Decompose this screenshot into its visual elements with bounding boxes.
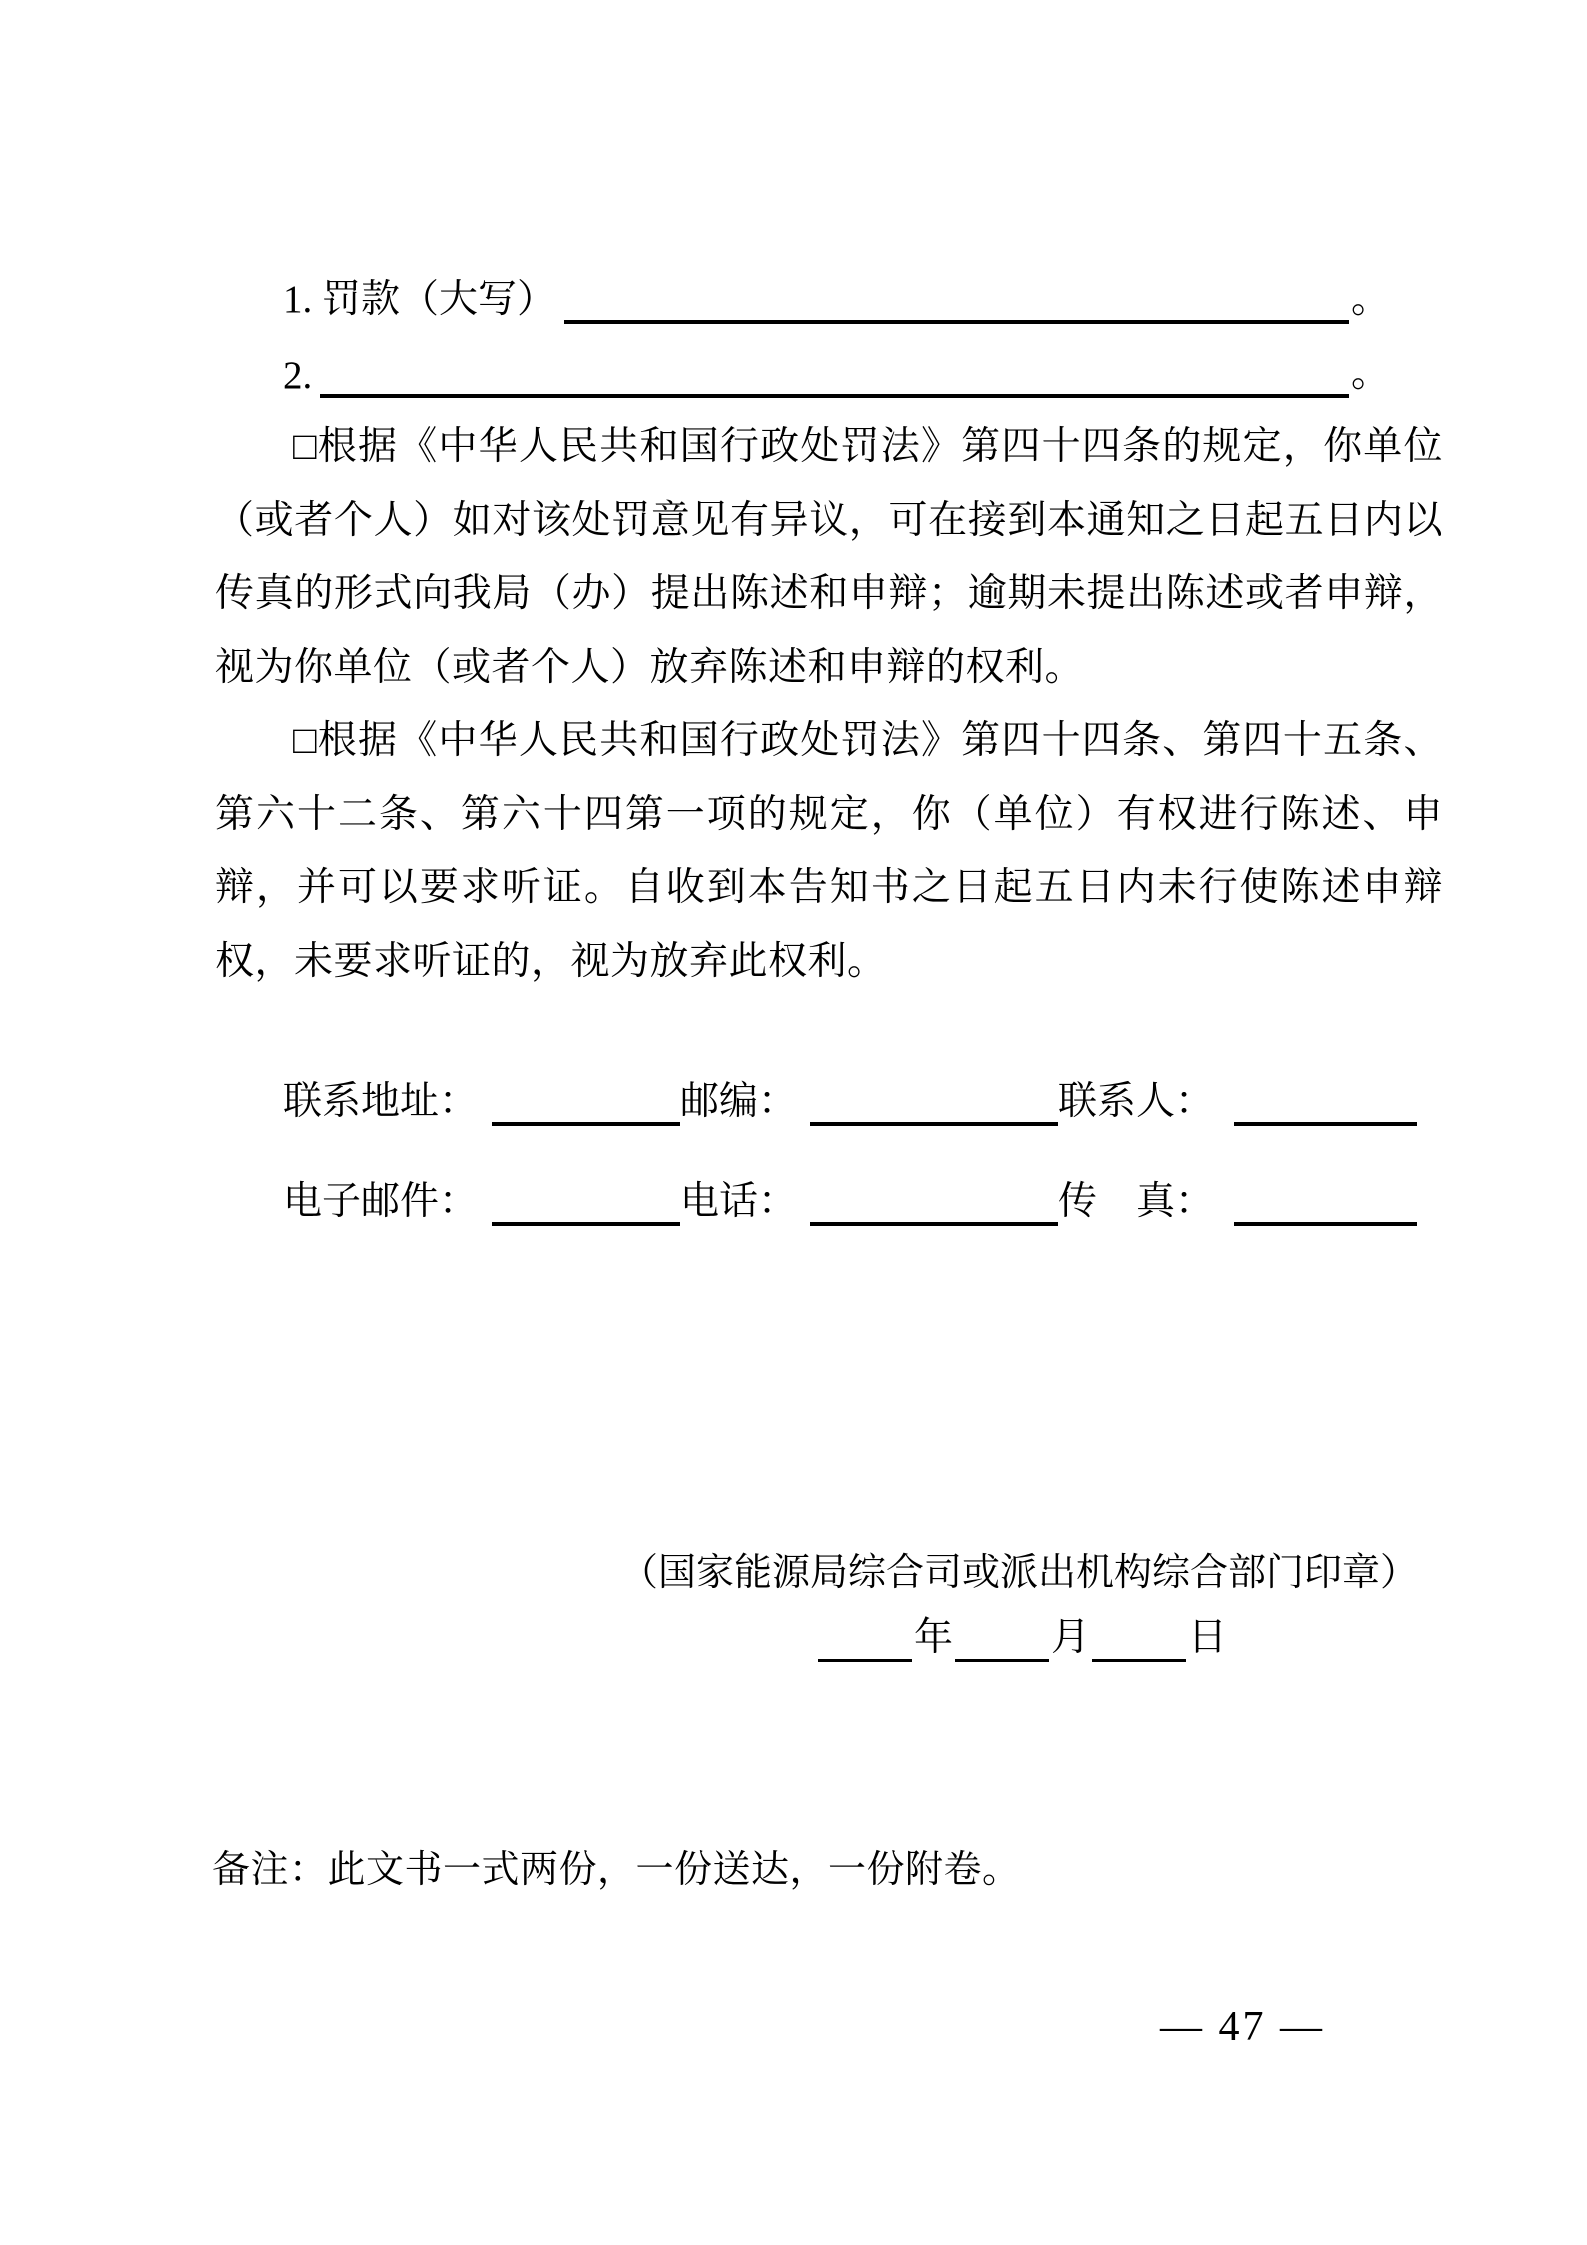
email-blank-line (492, 1182, 680, 1226)
penalty-item-1 (283, 278, 1390, 324)
fax-blank-line (1234, 1182, 1417, 1226)
paragraph-hearing-option-2 (215, 704, 1443, 998)
day-blank-line (1092, 1619, 1186, 1662)
year-blank-line (818, 1619, 912, 1662)
checkbox-icon: □ (293, 719, 318, 762)
year-label: 年 (914, 1616, 954, 1659)
address-label: 联系地址： (283, 1080, 479, 1123)
contact-row-1 (283, 1082, 1417, 1126)
penalty-1-label: 1. 罚款（大写） (283, 278, 557, 321)
phone-blank-line (810, 1182, 1058, 1226)
stamp-caption: （国家能源局综合司或派出机构综合部门印章） (620, 1552, 1419, 1594)
penalty-1-period: 。 (1350, 278, 1390, 321)
postcode-blank-line (810, 1082, 1058, 1126)
checkbox-icon: □ (293, 425, 318, 468)
paragraph-statement-option-1 (215, 410, 1443, 704)
month-blank-line (955, 1619, 1049, 1662)
contact-row-2 (283, 1182, 1417, 1226)
fax-label: 传 真： (1058, 1180, 1215, 1223)
penalty-2-period: 。 (1350, 352, 1390, 395)
contact-person-label: 联系人： (1058, 1080, 1215, 1123)
penalty-2-label: 2. (283, 354, 313, 397)
contact-person-blank-line (1234, 1082, 1417, 1126)
date-line (818, 1618, 1229, 1662)
address-blank-line (492, 1082, 680, 1126)
penalty-2-blank-line (320, 352, 1349, 398)
penalty-1-blank-line (564, 278, 1349, 324)
page-number: — 47 — (1160, 2004, 1325, 2050)
postcode-label: 邮编： (680, 1080, 798, 1123)
email-label: 电子邮件： (283, 1180, 479, 1223)
month-label: 月 (1051, 1616, 1091, 1659)
phone-label: 电话： (680, 1180, 798, 1223)
paragraph-1-text: 根据《中华人民共和国行政处罚法》第四十四条的规定，你单位（或者个人）如对该处罚意见有异议，可在接到本通知之日起五日内以传真的形式向我局（办）提出陈述和申辩；逾期未提出陈述或者申辩，视为你单位（或者个人）放弃陈述和申辩的权利。 (215, 425, 1443, 689)
penalty-item-2 (283, 352, 1390, 398)
day-label: 日 (1188, 1616, 1228, 1659)
paragraph-2-text: 根据《中华人民共和国行政处罚法》第四十四条、第四十五条、第六十二条、第六十四第一项的规定，你（单位）有权进行陈述、申辩，并可以要求听证。自收到本告知书之日起五日内未行使陈述申辩权，未要求听证的，视为放弃此权利。 (215, 719, 1443, 983)
remark-note: 备注：此文书一式两份，一份送达，一份附卷。 (212, 1849, 1021, 1891)
